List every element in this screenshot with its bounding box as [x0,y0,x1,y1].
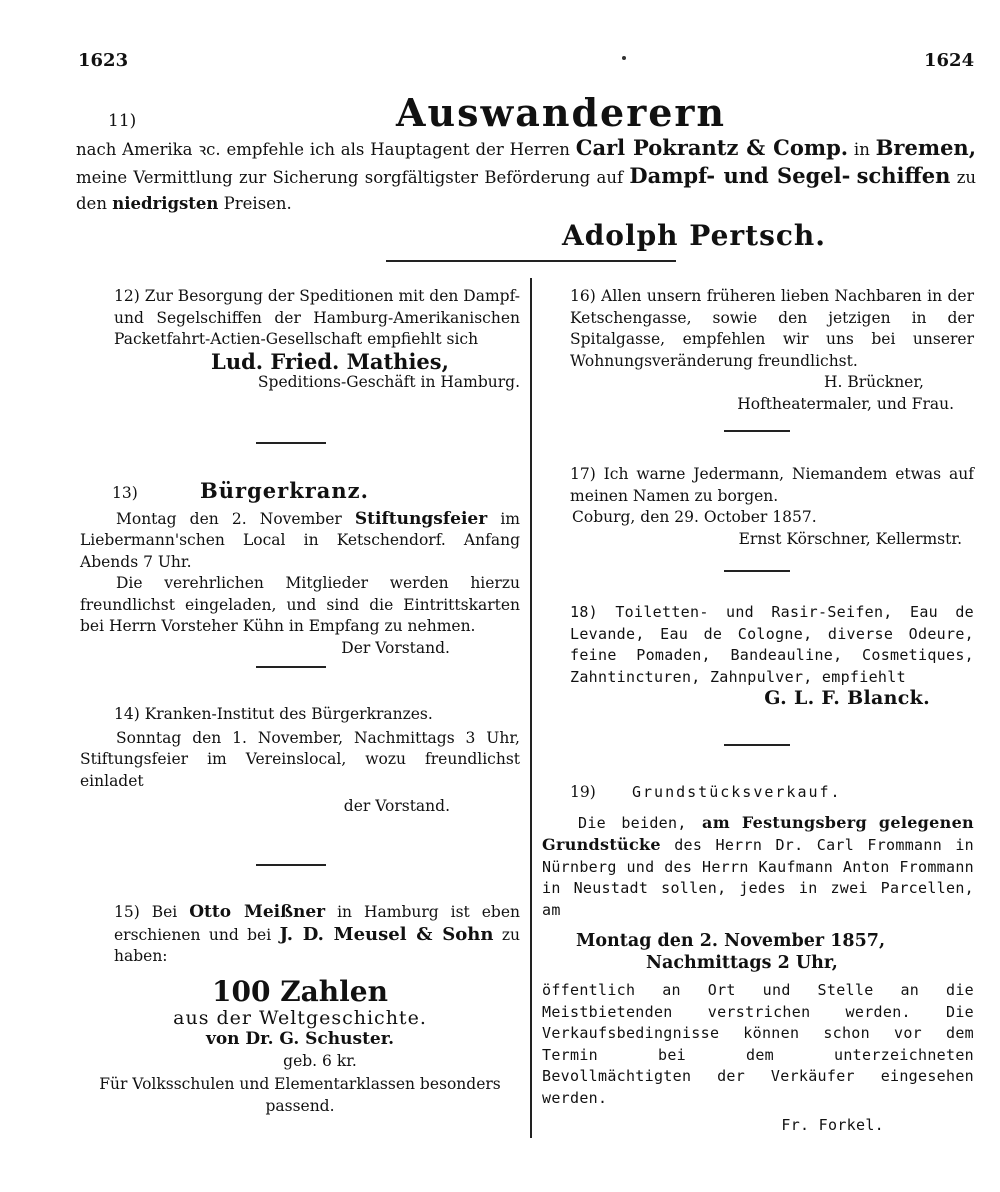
text-span: im Liebermann'schen Local in Ketschendorf. Anfang Abends 7 Uhr. [80,509,520,571]
separator-rule [386,260,676,262]
ad-signature: Ernst Körschner, Kellermstr. [738,529,962,548]
dash-separator [256,442,326,444]
ad-text: Die verehrlichen Mitglieder werden hierzu freundlichst eingeladen, und sind die Eintrittskarten bei Herrn Vorsteher Kühn in Empfang zu nehmen. [80,574,520,635]
ad-emigrants-header [76,90,976,135]
ad-signature: Adolph Pertsch. [561,219,826,252]
dash-separator [724,570,790,572]
ad-text: 12) Zur Besorgung der Speditionen mit den Dampf- und Segelschiffen der Hamburg-Amerikanischen Packetfahrt-Actien-Gesellschaft empfiehlt sich [114,287,520,348]
ad-subtitle: Speditions-Geschäft in Hamburg. [257,373,520,391]
ad-number: 19) [570,783,596,801]
dash-separator [256,864,326,866]
text-bold: Stiftungsfeier [354,508,488,529]
firm-name: Carl Pokrantz & Comp. [575,135,849,160]
ad-emigrants-body [76,135,976,217]
column-divider [530,278,532,1138]
ad-text [542,812,974,922]
city-name: Bremen, [875,135,977,160]
text-span: Preisen. [223,194,292,213]
ad-text [80,902,520,968]
book-author: von Dr. G. Schuster. [205,1029,395,1049]
dash-separator [256,666,326,668]
ad-text: 18) Toiletten- und Rasir-Seifen, Eau de Levande, Eau de Cologne, diverse Odeure, feine Pomaden, Bandeauline, Cosmetiques, Zahntincturen, Zahnpulver, empfiehlt [570,603,974,686]
book-subtitle: aus der Weltgeschichte. [173,1006,427,1029]
page-number-right: 1624 [924,50,975,71]
ad-signature-title: Hoftheatermaler, und Frau. [737,394,954,413]
ad-date: Coburg, den 29. October 1857. [572,508,817,526]
ad-title: Auswanderern [396,90,727,135]
ad-text: 17) Ich warne Jedermann, Niemandem etwas auf meinen Namen zu borgen. [570,465,974,505]
seller-name: J. D. Meusel & Sohn [279,923,494,945]
ad-signature: H. Brückner, [823,373,924,391]
ad-emigrants [76,90,976,252]
text-span: zu haben: [114,925,520,965]
ad-text: Sonntag den 1. November, Nachmittags 3 Uhr, Stiftungsfeier im Vereinslocal, wozu freundlichst einladet [80,728,520,790]
ad-15 [80,902,520,1117]
page-number-left: 1623 [78,50,129,71]
book-price: geb. 6 kr. [283,1051,357,1070]
ad-number: 11) [108,111,137,131]
ad-title: Bürgerkranz. [200,478,369,503]
ad-19-header [542,782,974,804]
ad-16 [542,286,974,415]
dash-separator [724,430,790,432]
ad-text: öffentlich an Ort und Stelle an die Meistbietenden verstrichen werden. Die Verkaufsbedingnisse können schon vor dem Termin bei dem unterzeichneten Bevollmächtigten der Verkäufer eingesehen werden. [542,981,974,1107]
ad-signature: Fr. Forkel. [781,1116,884,1134]
ad-signature: der Vorstand. [343,797,450,815]
auction-time: Nachmittags 2 Uhr, [646,952,838,973]
ad-text [80,509,520,574]
ships-text: schiffen [856,163,951,188]
ad-19 [542,782,974,1137]
ad-number: 13) [112,484,138,502]
text-bold: am Festungsberg gelegenen Grundstücke [542,812,974,854]
text-span: 15) Bei [114,903,178,921]
ad-13 [80,480,520,659]
text-span: meine Vermittlung zur Sicherung sorgfältigster Beförderung auf [76,168,624,187]
text-span: nach Amerika ꝛc. empfehle ich als Hauptagent der Herren [76,140,570,159]
text-span: Die beiden, [578,813,687,832]
book-note: Für Volksschulen und Elementarklassen besonders passend. [99,1075,501,1115]
ad-signature: Der Vorstand. [341,638,450,657]
text-span: Montag den 2. November [116,509,342,528]
ad-name: Lud. Fried. Mathies, [211,348,449,374]
lowest-text: niedrigsten [112,194,219,213]
ad-18 [542,602,974,710]
text-span: in [853,140,870,159]
ad-title: Grundstücksverkauf. [632,783,842,801]
publisher-name: Otto Meißner [189,902,326,922]
center-mark [622,56,626,60]
text-span: des Herrn Dr. Carl Frommann in Nürnberg und des Herrn Kaufmann Anton Frommann in Neustadt sollen, jedes in zwei Parcellen, am [542,836,974,919]
ad-signature: G. L. F. Blanck. [764,687,930,709]
ships-text: Dampf- und Segel- [629,163,851,188]
dash-separator [724,744,790,746]
ad-12 [80,286,520,394]
auction-date: Montag den 2. November 1857, [576,931,886,951]
text-span: zu den [76,168,977,213]
ad-17 [542,464,974,550]
ad-title: 14) Kranken-Institut des Bürgerkranzes. [114,705,433,723]
ad-14 [80,704,520,818]
ad-13-header [80,480,520,505]
book-title: 100 Zahlen [212,974,388,1008]
ad-text: 16) Allen unsern früheren lieben Nachbaren in der Ketschengasse, sowie den jetzigen in der Spitalgasse, empfehlen wir uns bei unserer Wohnungsveränderung freundlichst. [570,287,974,370]
text-span: in Hamburg ist eben erschienen und bei [114,903,520,944]
